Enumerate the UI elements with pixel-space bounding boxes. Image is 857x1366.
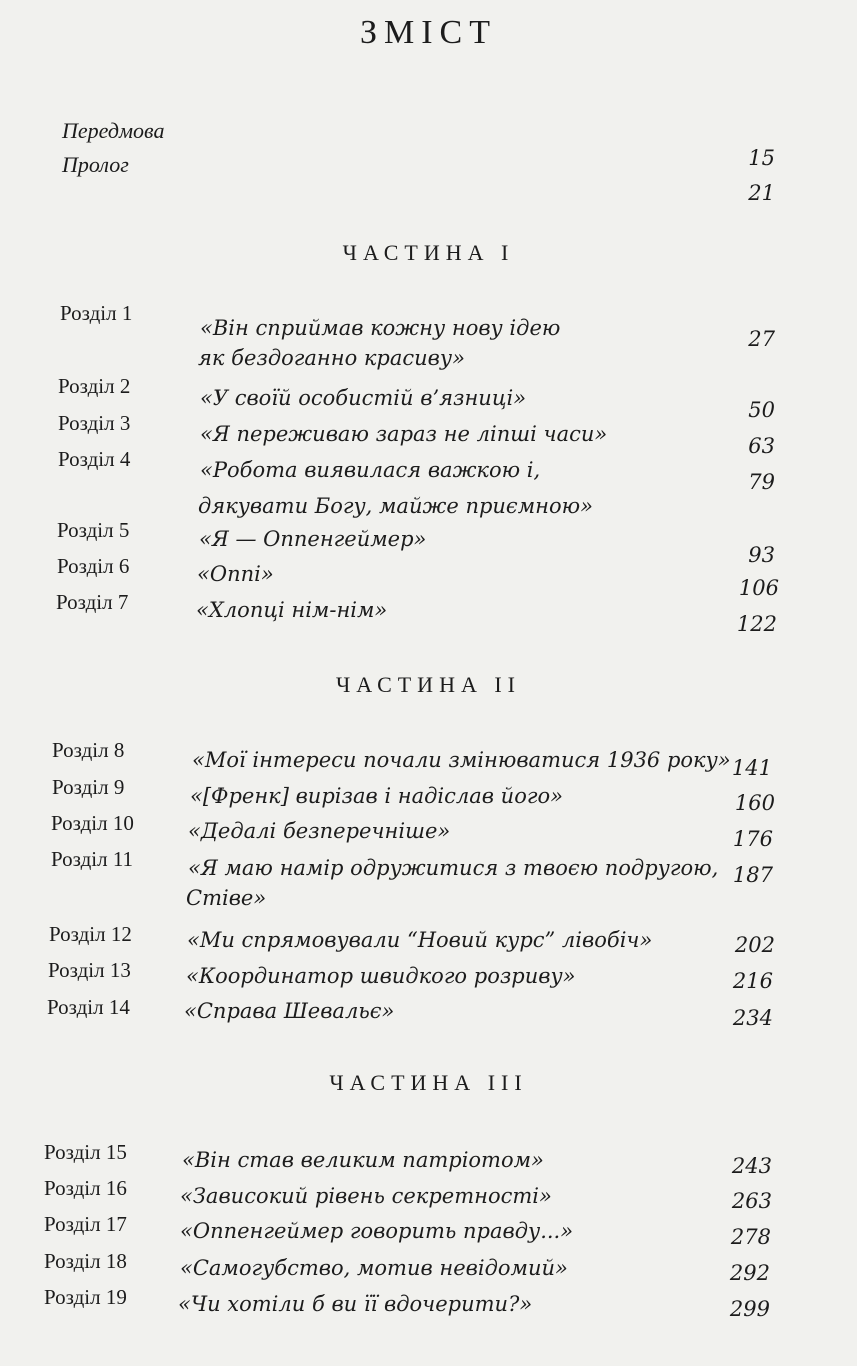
chapter-label: Розділ 9: [52, 775, 125, 799]
page-number: 106: [738, 576, 779, 600]
chapter-label: Розділ 1: [60, 301, 133, 325]
page-number: 160: [734, 791, 775, 815]
chapter-title: «Чи хотіли б ви її вдочерити?»: [178, 1292, 533, 1316]
page-number: 299: [729, 1297, 770, 1321]
chapter-title: Стіве»: [186, 886, 267, 910]
chapter-label: Розділ 12: [49, 922, 132, 946]
page-number: 243: [731, 1154, 772, 1178]
chapter-title: «Оппі»: [197, 562, 274, 586]
page-number: 79: [748, 470, 775, 494]
chapter-label: Розділ 4: [58, 447, 131, 471]
chapter-title: «Зависокий рівень секретності»: [180, 1184, 552, 1208]
page-number: 63: [748, 434, 775, 458]
chapter-title: «Хлопці нім-нім»: [196, 598, 388, 622]
chapter-title: «Ми спрямовували “Новий курс” лівобіч»: [187, 928, 653, 952]
page-number: 50: [748, 398, 775, 422]
chapter-title: дякувати Богу, майже приємною»: [198, 494, 593, 518]
page-number: 216: [732, 969, 773, 993]
chapter-title: «Він став великим патріотом»: [182, 1148, 544, 1172]
chapter-title: «Робота виявилася важкою і,: [200, 458, 541, 482]
chapter-title: «[Френк] вирізав і надіслав його»: [190, 784, 563, 808]
chapter-label: Розділ 2: [58, 374, 131, 398]
chapter-label: Розділ 7: [56, 590, 129, 614]
chapter-title: «У своїй особистій в’язниці»: [200, 386, 527, 410]
part-heading: ЧАСТИНА II: [335, 672, 522, 697]
chapter-title: «Він сприймав кожну нову ідею: [200, 316, 561, 340]
chapter-title: як бездоганно красиву»: [198, 346, 465, 370]
part-heading: ЧАСТИНА III: [329, 1070, 528, 1095]
part-heading: ЧАСТИНА I: [342, 240, 515, 265]
chapter-title: «Я маю намір одружитися з твоєю подругою,: [188, 856, 719, 880]
chapter-title: «Оппенгеймер говорить правду...»: [180, 1219, 574, 1243]
chapter-label: Розділ 15: [44, 1140, 127, 1164]
chapter-label: Розділ 17: [44, 1212, 127, 1236]
chapter-label: Розділ 8: [52, 738, 125, 762]
page-number: 202: [734, 933, 775, 957]
chapter-title: «Дедалі безперечніше»: [188, 819, 451, 843]
page-number: 187: [732, 863, 773, 887]
front-matter-label: Пролог: [62, 152, 129, 177]
chapter-label: Розділ 13: [48, 958, 131, 982]
front-matter-label: Передмова: [62, 118, 165, 143]
page-number: 292: [729, 1261, 770, 1285]
page-number: 93: [748, 543, 775, 567]
page-number: 176: [732, 827, 773, 851]
page-number: 27: [748, 327, 775, 351]
chapter-title: «Справа Шевальє»: [184, 999, 395, 1023]
page-number: 263: [731, 1189, 772, 1213]
chapter-title: «Самогубство, мотив невідомий»: [180, 1256, 568, 1280]
chapter-label: Розділ 10: [51, 811, 134, 835]
page-number: 15: [748, 146, 775, 170]
chapter-label: Розділ 3: [58, 411, 131, 435]
page-number: 21: [748, 181, 775, 205]
page-number: 122: [736, 612, 777, 636]
chapter-title: «Мої інтереси почали змінюватися 1936 року»: [192, 748, 731, 772]
chapter-title: «Я переживаю зараз не ліпші часи»: [200, 422, 608, 446]
page-number: 278: [730, 1225, 771, 1249]
chapter-title: «Я — Оппенгеймер»: [199, 527, 427, 551]
chapter-label: Розділ 11: [51, 847, 134, 871]
chapter-label: Розділ 19: [44, 1285, 127, 1309]
page-title: ЗМІСТ: [359, 14, 498, 51]
chapter-label: Розділ 5: [57, 518, 130, 542]
chapter-label: Розділ 14: [47, 995, 130, 1019]
chapter-title: «Координатор швидкого розриву»: [186, 964, 576, 988]
page-number: 141: [731, 756, 772, 780]
chapter-label: Розділ 16: [44, 1176, 127, 1200]
chapter-label: Розділ 18: [44, 1249, 127, 1273]
page-number: 234: [732, 1006, 773, 1030]
chapter-label: Розділ 6: [57, 554, 130, 578]
